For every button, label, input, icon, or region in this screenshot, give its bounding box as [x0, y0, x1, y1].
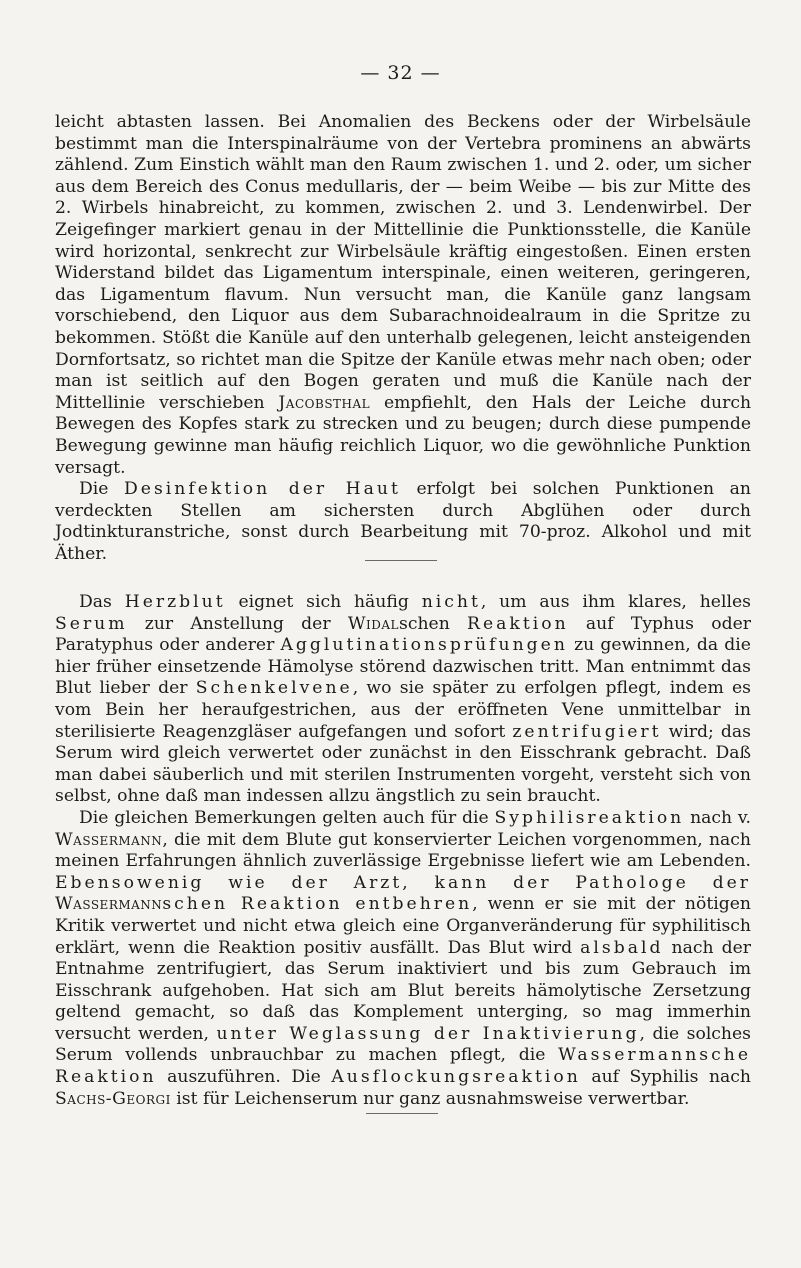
paragraph	[55, 592, 751, 808]
emphasis-term: nicht	[421, 592, 481, 612]
text-run: zur Anstellung der	[144, 613, 331, 634]
section-divider	[365, 560, 437, 561]
text-run: erfolgt bei solchen Punktionen an verdeckten Stellen am sichersten durch Abglühen oder durch Jodtinkturanstriche, sonst durch Bearbeitung mit 70-proz. Alkohol und mit Äther.	[55, 479, 751, 564]
emphasis-term: schen Reaktion entbehren	[162, 894, 473, 915]
text-run: wird; das Serum wird gleich verwertet oder zunächst in den Eisschrank gebracht. Daß man dabei säuberlich und mit sterilen Instrumenten vorgeht, versteht sich von selbst, ohne daß man indessen allzu ängstlich zu sein braucht.	[55, 721, 751, 807]
author-name: Wassermann	[55, 829, 163, 850]
emphasis-term: Desinfektion der Haut	[124, 479, 401, 500]
paragraph	[55, 479, 751, 565]
section-heart-blood-serum	[55, 592, 751, 1110]
emphasis-term: Ausflockungsreaktion	[331, 1067, 581, 1088]
text-run: , wenn er sie mit der nötigen Kritik verwertet und nicht etwa gleich eine Organveränderung für syphilitisch erklärt, wenn die Reaktion positiv ausfällt. Das Blut wird	[55, 894, 751, 958]
emphasis-term: Schenkelvene	[195, 678, 353, 699]
emphasis-term: Ebensowenig wie der Arzt, kann der Pathologe der	[55, 872, 751, 893]
text-run: auf Syphilis nach	[591, 1067, 751, 1088]
emphasis-term: Wassermannsche Reaktion	[55, 1045, 751, 1088]
section-divider	[366, 1113, 438, 1114]
text-run: , die mit dem Blute gut konservierter Leichen vorgenommen, nach meinen Erfahrungen ähnlich zuverlässige Ergebnisse liefert wie am Lebenden.	[55, 829, 751, 872]
text-run: ist für Leichenserum nur ganz ausnahmsweise verwertbar.	[176, 1088, 690, 1109]
text-run: schen	[399, 613, 450, 634]
text-run: nach der Entnahme zentrifugiert, das Serum inaktiviert und bis zum Gebrauch im Eisschrank aufgehoben. Hat sich am Blut bereits hämolytische Zersetzung geltend gemacht, so daß das Komplement unterging, so mag immerhin versucht werden,	[55, 937, 751, 1044]
text-run: , die solches Serum vollends unbrauchbar zu machen pflegt, die	[55, 1023, 751, 1066]
emphasis-term: Serum	[55, 613, 128, 634]
text-run: zu gewinnen, da die hier früher einsetzende Hämolyse störend dazwischen tritt. Man entnimmt das Blut lieber der	[55, 635, 751, 699]
text-run: eignet sich häufig	[238, 592, 409, 612]
emphasis-term: alsbald	[580, 937, 664, 958]
paragraph	[55, 112, 751, 479]
text-run: Die gleichen Bemerkungen gelten auch für die	[79, 807, 489, 828]
emphasis-term: zentrifugiert	[512, 721, 662, 742]
text-run: , um aus ihm klares, helles	[480, 592, 751, 612]
page-number: — 32 —	[360, 62, 441, 84]
text-run: Das	[79, 592, 112, 612]
text-run: auf Typhus oder Paratyphus oder anderer	[55, 613, 751, 656]
author-name: Widal	[347, 613, 400, 634]
author-name: Sachs-Georgi	[55, 1088, 171, 1109]
text-run: empfiehlt, den Hals der Leiche durch Bewegen des Kopfes stark zu strecken und zu beugen; durch diese pumpende Bewegung gewinne man häufig reichlich Liquor, wo die gewöhnliche Punktion versagt.	[55, 392, 752, 478]
section-lumbar-puncture	[55, 112, 751, 565]
emphasis-term: Herzblut	[124, 592, 226, 612]
text-run: nach v.	[690, 807, 751, 828]
emphasis-term: Syphilisreaktion	[494, 807, 685, 828]
emphasis-term: unter Weglassung der Inaktivierung	[216, 1023, 640, 1044]
text-run: , wo sie später zu erfolgen pflegt, indem es vom Bein her heraufgestrichen, aus der eröffneten Vene unmittelbar in sterilisierte Reagenzgläser aufgefangen und sofort	[55, 678, 751, 742]
paragraph	[55, 808, 751, 1110]
author-name: Jacobsthal	[278, 392, 371, 413]
emphasis-term: Agglutinationsprüfungen	[280, 635, 568, 656]
text-run: Die	[79, 479, 109, 500]
text-run: leicht abtasten lassen. Bei Anomalien des Beckens oder der Wirbelsäule bestimmt man die Interspinalräume von der Vertebra prominens an abwärts zählend. Zum Einstich wählt man den Raum zwischen 1. und 2. oder, um sicher aus dem Bereich des Conus medullaris, der — beim Weibe — bis zur Mitte des 2. Wirbels hinabreicht, zu kommen, zwischen 2. und 3. Lendenwirbel. Der Zeigefinger markiert genau in der Mittellinie die Punktionsstelle, die Kanüle wird horizontal, senkrecht zur Wirbelsäule kräftig eingestoßen. Einen ersten Widerstand bildet das Ligamentum interspinale, einen weiteren, geringeren, das Ligamentum flavum. Nun versucht man, die Kanüle ganz langsam vorschiebend, den Liquor aus dem Subarachnoidealraum in die Spritze zu bekommen. Stößt die Kanüle auf den unterhalb gelegenen, leicht ansteigenden Dornfortsatz, so richtet man die Spitze der Kanüle etwas mehr nach oben; oder man ist seitlich auf den Bogen geraten und muß die Kanüle nach der Mittellinie verschieben	[55, 112, 751, 413]
emphasis-term: Reaktion	[467, 613, 569, 634]
author-name: Wassermann	[55, 894, 163, 915]
text-run: auszuführen. Die	[167, 1067, 321, 1088]
